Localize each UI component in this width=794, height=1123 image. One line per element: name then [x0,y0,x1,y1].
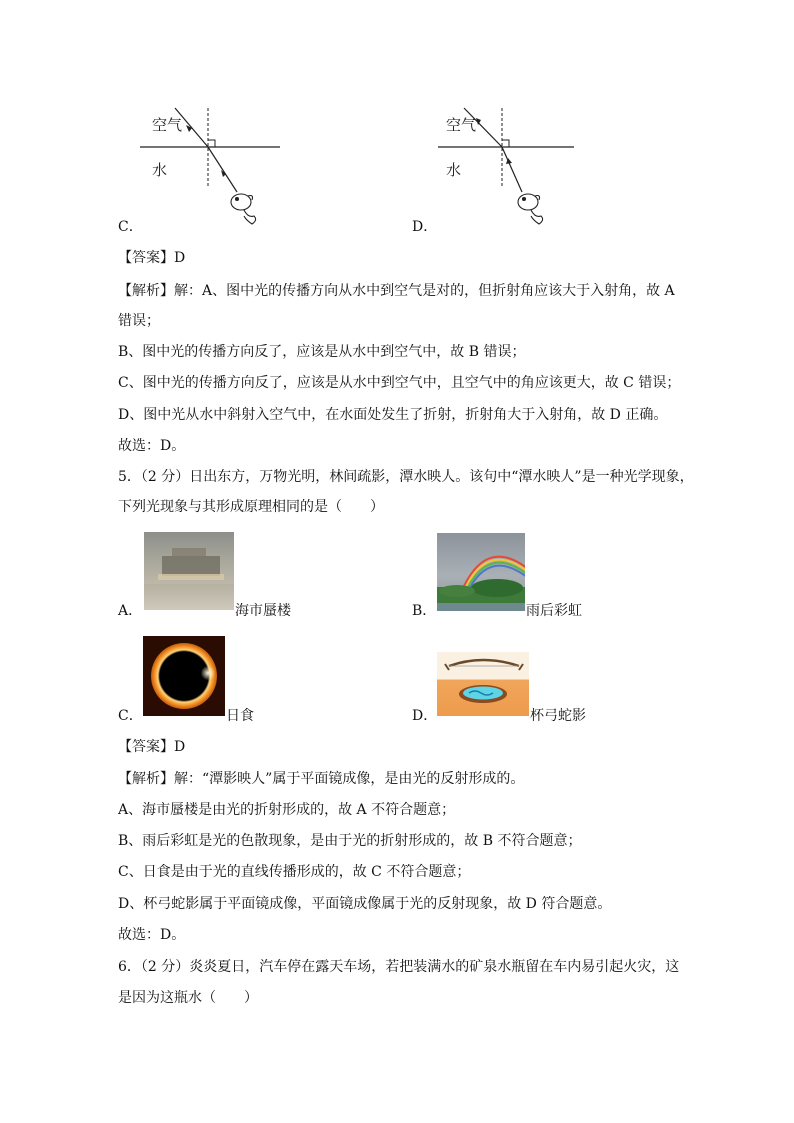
option-d-caption: 杯弓蛇影 [530,708,586,724]
air-label: 空气 [446,116,477,134]
q6-stem: 是因为这瓶水（ ） [118,990,258,1006]
right-angle-mark [208,140,215,147]
option-b-caption: 雨后彩虹 [526,603,582,619]
bow-snake-cup-image [437,652,529,716]
q4-analysis-line: 错误； [118,313,160,329]
air-label: 空气 [152,116,183,134]
water-label: 水 [152,161,168,179]
option-c-caption: 日食 [226,708,254,724]
fish-icon [231,194,256,224]
q4-conclusion: 故选：D。 [118,438,186,454]
q6-stem: 6．（2 分）炎炎夏日，汽车停在露天车场，若把装满水的矿泉水瓶留在车内易引起火灾，这 [118,959,680,975]
option-c-letter: C． [118,219,143,235]
arrowhead [186,125,192,132]
solar-eclipse-image [143,636,225,716]
right-angle-mark [502,140,509,147]
q5-answer: 【答案】D [118,739,186,755]
q4-analysis-line: D、图中光从水中斜射入空气中，在水面处发生了折射，折射角大于入射角，故 D 正确。 [118,407,668,423]
q5-stem: 5．（2 分）日出东方，万物光明，林间疏影，潭水映人。该句中“潭水映人”是一种光学现象， [118,469,694,485]
q5-analysis-line: C、日食是由于光的直线传播形成的，故 C 不符合题意； [118,864,471,880]
q4-answer: 【答案】D [118,250,186,266]
q5-analysis-line: D、杯弓蛇影属于平面镜成像，平面镜成像属于光的反射现象，故 D 符合题意。 [118,896,612,912]
q4-analysis-line: C、图中光的传播方向反了，应该是从水中到空气中，且空气中的角应该更大，故 C 错误； [118,375,681,391]
option-c-letter: C． [118,708,143,724]
q5-conclusion: 故选：D。 [118,927,186,943]
refraction-diagram-d [434,100,584,230]
option-a-caption: 海市蜃楼 [235,603,291,619]
water-label: 水 [446,161,462,179]
option-b-letter: B． [412,603,437,619]
refracted-ray [208,147,237,192]
option-a-letter: A． [118,603,143,619]
q5-analysis-line: 【解析】解：“潭影映人”属于平面镜成像，是由光的反射形成的。 [118,771,525,787]
q5-stem: 下列光现象与其形成原理相同的是（ ） [118,499,384,515]
rainbow-image [437,533,525,611]
q4-analysis-line: 【解析】解：A、图中光的传播方向从水中到空气是对的，但折射角应该大于入射角，故 A [118,283,675,299]
option-d-letter: D． [412,708,438,724]
q4-analysis-line: B、图中光的传播方向反了，应该是从水中到空气中，故 B 错误； [118,344,526,360]
refraction-diagram-c [140,100,290,230]
mirage-image [144,532,234,610]
fish-icon [518,194,543,224]
option-d-letter: D． [412,219,438,235]
q5-analysis-line: B、雨后彩虹是光的色散现象，是由于光的折射形成的，故 B 不符合题意； [118,833,582,849]
q5-analysis-line: A、海市蜃楼是由光的折射形成的，故 A 不符合题意； [118,802,456,818]
incident-ray [502,147,522,192]
